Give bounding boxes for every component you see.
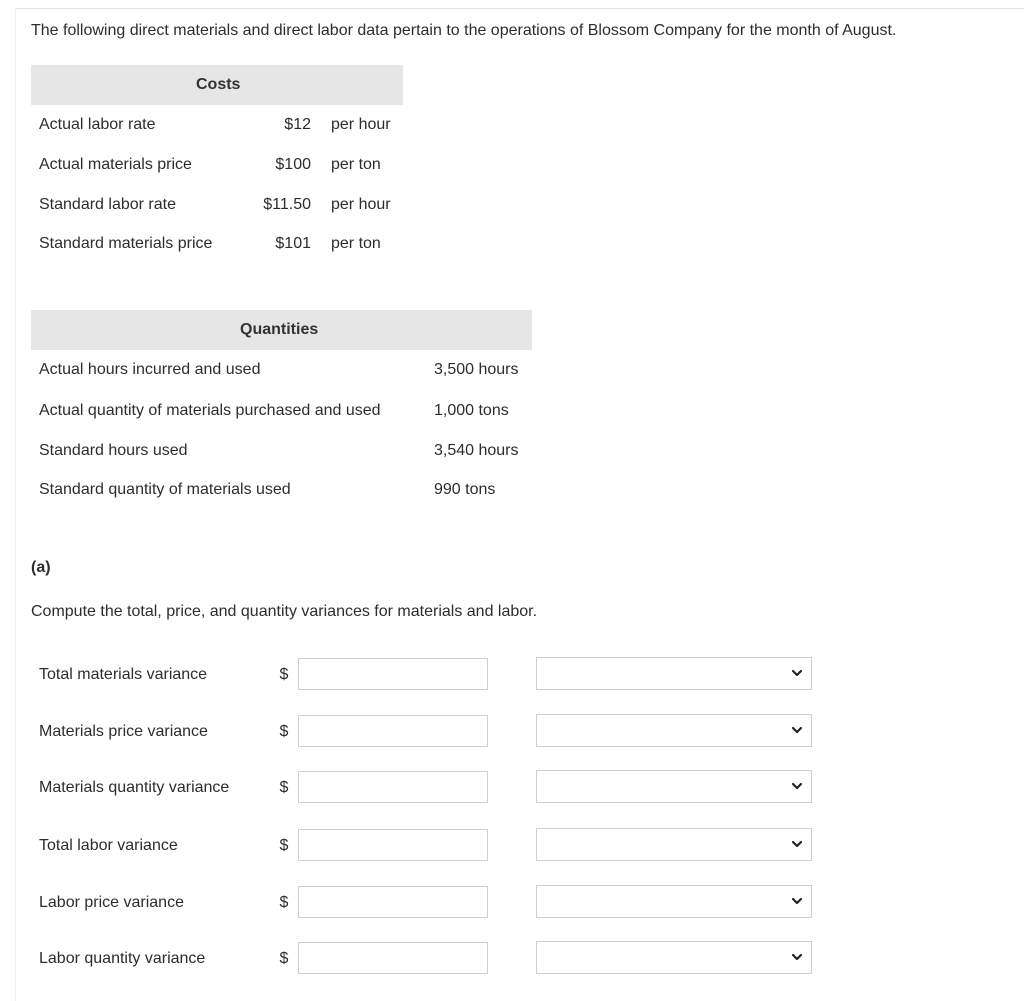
- cost-label: Actual labor rate: [39, 116, 156, 133]
- quantity-label: Standard quantity of materials used: [39, 481, 291, 498]
- quantity-value: 3,500 hours: [434, 361, 519, 378]
- chevron-down-icon: [791, 951, 803, 963]
- chevron-down-icon: [791, 838, 803, 850]
- variance-amount-input[interactable]: [298, 658, 488, 690]
- quantity-value: 990 tons: [434, 481, 496, 498]
- currency-symbol: $: [279, 950, 289, 967]
- quantities-table-header: [31, 310, 532, 350]
- quantity-value: 3,540 hours: [434, 442, 519, 459]
- variance-amount-input[interactable]: [298, 829, 488, 861]
- currency-symbol: $: [279, 837, 289, 854]
- quantity-label: Actual hours incurred and used: [39, 361, 261, 378]
- variance-type-dropdown[interactable]: [536, 714, 812, 747]
- variance-type-dropdown[interactable]: [536, 941, 812, 974]
- cost-amount: $11.50: [263, 196, 311, 213]
- cost-unit: per ton: [331, 235, 381, 252]
- currency-symbol: $: [279, 894, 289, 911]
- cost-unit: per hour: [331, 116, 391, 133]
- instruction-text: Compute the total, price, and quantity variances for materials and labor.: [31, 603, 538, 620]
- variance-amount-input[interactable]: [298, 886, 488, 918]
- cost-label: Standard materials price: [39, 235, 213, 252]
- chevron-down-icon: [791, 780, 803, 792]
- quantities-header-label: Quantities: [240, 321, 319, 338]
- variance-label: Materials quantity variance: [39, 779, 230, 796]
- cost-amount: $101: [275, 235, 311, 252]
- currency-symbol: $: [279, 666, 289, 683]
- variance-label: Total materials variance: [39, 666, 208, 683]
- costs-table-header: [31, 65, 403, 105]
- cost-unit: per ton: [331, 156, 381, 173]
- chevron-down-icon: [791, 895, 803, 907]
- variance-type-dropdown[interactable]: [536, 657, 812, 690]
- costs-header-label: Costs: [196, 76, 241, 93]
- cost-label: Standard labor rate: [39, 196, 176, 213]
- variance-amount-input[interactable]: [298, 715, 488, 747]
- variance-label: Materials price variance: [39, 723, 208, 740]
- quantity-label: Standard hours used: [39, 442, 188, 459]
- problem-intro: The following direct materials and direct labor data pertain to the operations of Blossom Company for the month of August.: [31, 22, 897, 39]
- chevron-down-icon: [791, 724, 803, 736]
- top-divider: [15, 8, 1024, 9]
- currency-symbol: $: [279, 723, 289, 740]
- cost-amount: $12: [284, 116, 311, 133]
- quantity-label: Actual quantity of materials purchased and used: [39, 402, 381, 419]
- variance-label: Labor price variance: [39, 894, 184, 911]
- chevron-down-icon: [791, 667, 803, 679]
- quantity-value: 1,000 tons: [434, 402, 509, 419]
- cost-label: Actual materials price: [39, 156, 192, 173]
- variance-amount-input[interactable]: [298, 771, 488, 803]
- variance-amount-input[interactable]: [298, 942, 488, 974]
- variance-label: Total labor variance: [39, 837, 178, 854]
- variance-label: Labor quantity variance: [39, 950, 206, 967]
- cost-unit: per hour: [331, 196, 391, 213]
- variance-type-dropdown[interactable]: [536, 885, 812, 918]
- cost-amount: $100: [275, 156, 311, 173]
- part-label: (a): [31, 559, 51, 576]
- left-divider: [15, 8, 16, 1001]
- currency-symbol: $: [279, 779, 289, 796]
- variance-type-dropdown[interactable]: [536, 770, 812, 803]
- variance-type-dropdown[interactable]: [536, 828, 812, 861]
